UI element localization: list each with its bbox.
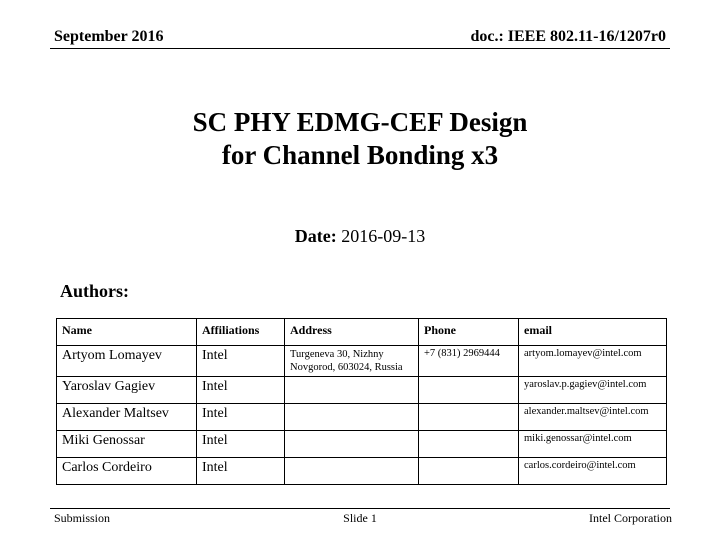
column-header-name: Name [57, 319, 197, 346]
author-address [285, 431, 419, 458]
footer-organization: Intel Corporation [589, 511, 672, 525]
author-affiliation: Intel [197, 458, 285, 485]
author-affiliation: Intel [197, 431, 285, 458]
table-row [57, 404, 667, 431]
table-row [57, 346, 667, 377]
author-address: Turgeneva 30, Nizhny Novgorod, 603024, Russia [285, 346, 419, 377]
author-email: alexander.maltsev@intel.com [519, 404, 667, 431]
author-affiliation: Intel [197, 404, 285, 431]
author-email: artyom.lomayev@intel.com [519, 346, 667, 377]
author-phone: +7 (831) 2969444 [419, 346, 519, 377]
header-doc-id: doc.: IEEE 802.11-16/1207r0 [470, 28, 666, 45]
header-divider [50, 48, 670, 49]
column-header-affiliations: Affiliations [197, 319, 285, 346]
table-row [57, 377, 667, 404]
author-affiliation: Intel [197, 377, 285, 404]
author-name: Alexander Maltsev [57, 404, 197, 431]
header-date: September 2016 [54, 28, 164, 45]
slide-title-line-1: SC PHY EDMG-CEF Design [192, 107, 528, 137]
author-name: Carlos Cordeiro [57, 458, 197, 485]
slide-title-line-2: for Channel Bonding x3 [221, 140, 499, 170]
column-header-phone: Phone [419, 319, 519, 346]
author-phone [419, 377, 519, 404]
author-affiliation: Intel [197, 346, 285, 377]
author-address [285, 458, 419, 485]
slide-title [0, 106, 720, 172]
date-label: Date: [294, 226, 337, 246]
author-phone [419, 404, 519, 431]
author-phone [419, 458, 519, 485]
author-name: Miki Genossar [57, 431, 197, 458]
footer-slide-number: Slide 1 [343, 511, 377, 525]
column-header-address: Address [285, 319, 419, 346]
table-row [57, 431, 667, 458]
author-email: miki.genossar@intel.com [519, 431, 667, 458]
author-name: Artyom Lomayev [57, 346, 197, 377]
author-address [285, 404, 419, 431]
table-row [57, 458, 667, 485]
author-email: carlos.cordeiro@intel.com [519, 458, 667, 485]
footer-submission: Submission [54, 511, 111, 525]
author-email: yaroslav.p.gagiev@intel.com [519, 377, 667, 404]
author-phone [419, 431, 519, 458]
author-name: Yaroslav Gagiev [57, 377, 197, 404]
author-address [285, 377, 419, 404]
date-row [0, 226, 720, 247]
date-value: 2016-09-13 [341, 226, 426, 246]
authors-heading: Authors: [60, 281, 130, 301]
authors-table [56, 318, 667, 485]
footer-divider [50, 508, 670, 509]
table-header-row [57, 319, 667, 346]
column-header-email: email [519, 319, 667, 346]
